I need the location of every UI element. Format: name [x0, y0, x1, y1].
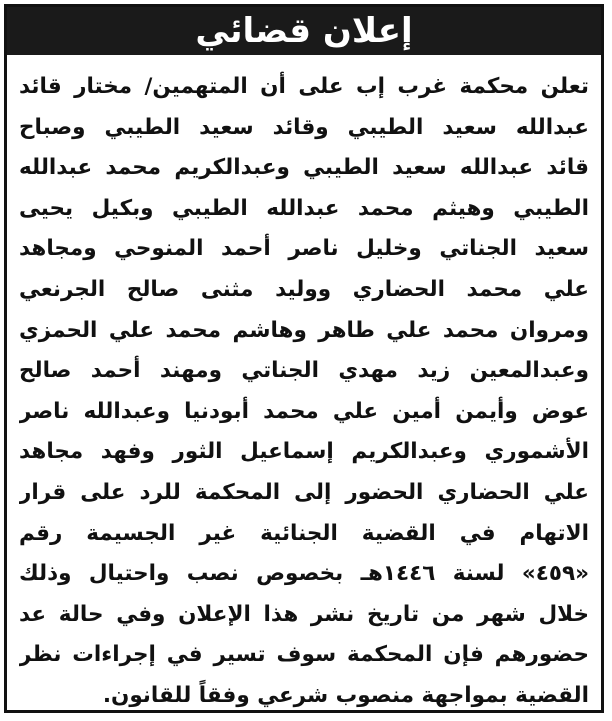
notice-line: القضية بمواجهة منصوب شرعي وفقاً للقانون. [102, 682, 589, 708]
notice-line: علي محمد الحضاري ووليد مثنى صالح الجرنعي [19, 276, 589, 302]
notice-title: إعلان قضائي [195, 11, 413, 51]
notice-line: «٤٥٩» لسنة ١٤٤٦هـ بخصوص نصب واحتيال وذلك [19, 561, 589, 587]
notice-line: تعلن محكمة غرب إب على أن المتهمين/ مختار قائد [19, 74, 589, 99]
title-bar [7, 7, 601, 55]
notice-line: سعيد الجناتي وخليل ناصر أحمد المنوحي ومجاهد [19, 236, 589, 262]
notice-line: ومروان محمد علي طاهر وهاشم محمد علي الحمزي [19, 317, 589, 343]
notice-body [19, 67, 589, 717]
judicial-notice [4, 4, 604, 713]
notice-line: عوض وأيمن أمين علي محمد أبودنيا وعبدالله ناصر [19, 398, 589, 424]
notice-line: الطيبي وهيثم محمد عبدالله الطيبي وبكيل يحيى [19, 195, 589, 221]
notice-line: حضورهم فإن المحكمة سوف تسير في إجراءات نظر [19, 642, 589, 668]
notice-line: خلال شهر من تاريخ نشر هذا الإعلان وفي حالة عد [19, 601, 589, 627]
notice-line: قائد عبدالله سعيد الطيبي وعبدالكريم محمد عبدالله [19, 155, 589, 181]
notice-line: وعبدالمعين زيد مهدي الجناتي ومهند أحمد صالح [19, 358, 589, 384]
notice-line: الأشموري وعبدالكريم إسماعيل الثور وفهد مجاهد [19, 439, 589, 465]
notice-line: علي الحضاري الحضور إلى المحكمة للرد على قرار [19, 479, 589, 505]
notice-line: عبدالله سعيد الطيبي وقائد سعيد الطيبي وصباح [19, 114, 589, 140]
notice-line: الاتهام في القضية الجنائية غير الجسيمة رقم [19, 520, 589, 546]
